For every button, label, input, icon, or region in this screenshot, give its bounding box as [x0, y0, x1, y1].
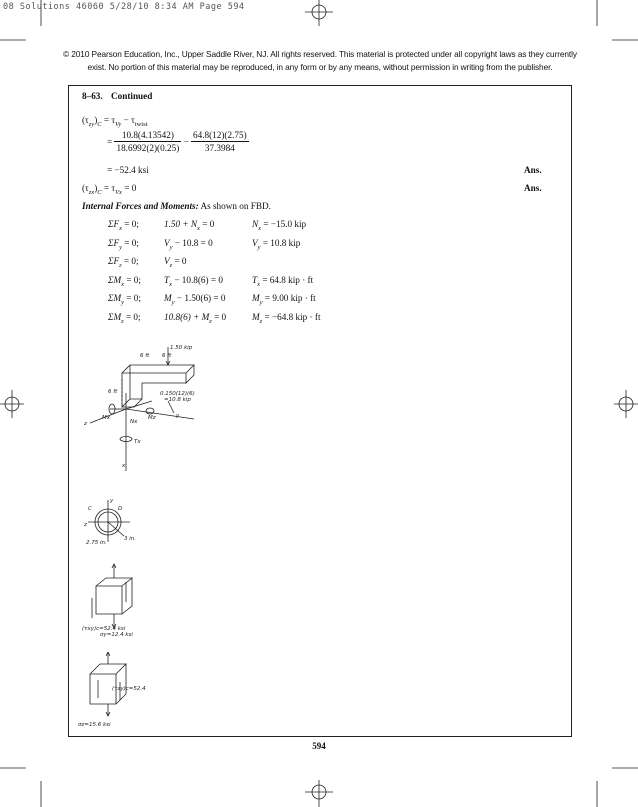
shear-rhs1: = τ: [101, 115, 116, 125]
fbd-label-load: 1.50 kip: [170, 345, 193, 351]
copyright-notice: © 2010 Pearson Education, Inc., Upper Saddle River, NJ. All rights reserved. This material is protected under all copyright laws as they currently exist. No portion of this material may be reproduced, in any form or by any means, without permission in writing from the publisher.: [63, 49, 577, 72]
equation-eq-tail: = 0;: [121, 219, 139, 229]
equation-expr-sub: x: [197, 224, 200, 232]
shear2-lhs-sub: zx: [88, 188, 95, 196]
equation-row-3-expr: [164, 256, 187, 269]
print-slug: 08 Solutions 46060 5/28/10 8:34 AM Page 594: [3, 2, 245, 12]
shear-rhs1-sub: Vy: [115, 120, 122, 128]
equation-res-tail: = −15.0 kip: [261, 219, 307, 229]
shear-rhs2-sub: twist: [134, 120, 148, 128]
equation-row-6-res: [252, 312, 321, 325]
internal-forces-heading: [82, 201, 271, 211]
equation-expr-tail: = 0: [211, 312, 227, 322]
shear-lhs: (τ: [82, 115, 89, 125]
section-label-c: C: [88, 506, 92, 512]
stress-element-2: [78, 652, 158, 732]
equation-res-tail: = 9.00 kip · ft: [262, 293, 316, 304]
fraction-eq-sign: =: [107, 136, 113, 147]
shear2-rhs: = τ: [101, 183, 116, 193]
equation-row-2-res: [252, 238, 300, 251]
equation-eq-tail: = 0;: [121, 256, 139, 267]
shear2-tail: = 0: [121, 183, 137, 193]
section-label-outer: 3 in.: [124, 536, 137, 542]
equation-row-4-eq: [108, 275, 141, 288]
shear-result: = −52.4 ksi: [107, 165, 149, 175]
shear-lhs-point: C: [97, 120, 102, 128]
equation-row-4-res: [252, 275, 313, 288]
shear-equation-line1: [82, 115, 147, 128]
section-label-y: y: [110, 498, 114, 504]
equation-row-4-expr: [164, 275, 223, 288]
fraction-1: [114, 130, 181, 153]
equation-expr-sub: z: [209, 317, 212, 325]
shear2-lhs-close: ): [94, 183, 98, 193]
equation-res-sub: x: [257, 280, 261, 288]
section-label-d: D: [118, 506, 123, 512]
equation-expr-tail: − 10.8(6) = 0: [172, 274, 223, 285]
equation-eq-sub: y: [119, 243, 122, 251]
equation-row-1-res: [252, 219, 306, 232]
equation-expr-sub: y: [169, 243, 173, 251]
equation-eq-tail: = 0;: [123, 312, 141, 322]
equation-eq-sub: y: [121, 299, 125, 307]
equation-res-sub: z: [259, 317, 263, 325]
fraction-minus: −: [183, 136, 189, 147]
equation-res-main: V: [252, 237, 258, 248]
problem-heading: Continued: [111, 91, 153, 101]
shear-rhs2: − τ: [121, 115, 135, 125]
fraction-2: [191, 130, 249, 153]
shear2-rhs-sub: Vx: [115, 188, 122, 196]
equation-expr-tail: = 0: [199, 219, 215, 229]
fbd-label-x: x: [122, 463, 126, 469]
fbd-label-6ft-b: 6 ft: [162, 353, 172, 359]
equation-eq-sub: x: [121, 280, 125, 288]
equation-expr-main: 10.8(6) + M: [164, 312, 210, 322]
element2-label-tau: (τzy)c=52.4: [112, 686, 146, 692]
fbd-label-y: y: [176, 413, 180, 419]
fbd-label-6ft-c: 6 ft: [108, 389, 118, 395]
equation-eq-sub: z: [119, 262, 122, 270]
equation-res-main: M: [252, 293, 260, 304]
equation-row-6-expr: [164, 312, 226, 325]
equation-res-main: N: [252, 219, 259, 229]
equation-row-2-eq: [108, 238, 139, 251]
equation-eq-sub: x: [119, 224, 122, 232]
shear-fraction-line: [107, 130, 249, 153]
shear2-lhs: (τ: [82, 183, 89, 193]
equation-expr-main: 1.50 + N: [164, 219, 197, 229]
internal-heading-text: Internal Forces and Moments:: [82, 201, 199, 211]
page-number: 594: [312, 741, 326, 751]
equation-row-6-eq: [108, 312, 141, 325]
shear-lhs-sub: zy: [88, 120, 95, 128]
equation-res-main: T: [252, 274, 258, 285]
equation-res-tail: = 10.8 kip: [260, 237, 301, 248]
fbd-label-distributed: 0.150(12)(6): [160, 391, 195, 397]
fbd-label-mx: Mx: [102, 415, 111, 421]
fbd-label-6ft-a: 6 ft: [140, 353, 150, 359]
equation-row-2-expr: [164, 238, 213, 251]
cross-section-sketch: [84, 496, 144, 551]
equation-expr-sub: x: [169, 280, 173, 288]
answer-label-2: Ans.: [524, 183, 542, 193]
equation-expr-main: M: [164, 293, 172, 304]
equation-expr-tail: − 10.8 = 0: [172, 237, 213, 248]
equation-eq-main: ΣM: [108, 274, 122, 285]
fraction-2-denominator: 37.3984: [204, 143, 235, 153]
equation-row-5-eq: [108, 293, 141, 306]
section-label-inner: 2.75 in.: [86, 540, 107, 546]
fbd-label-tx: Tx: [134, 439, 141, 445]
section-label-z: z: [84, 522, 87, 528]
equation-eq-main: ΣF: [108, 219, 120, 229]
answer-label-1: Ans.: [524, 165, 542, 175]
fbd-label-mz: Mz: [148, 415, 156, 421]
equation-eq-main: ΣF: [108, 256, 120, 267]
equation-expr-main: V: [164, 256, 170, 267]
element1-label-sigma: σy=12.4 ksi: [100, 632, 133, 637]
equation-expr-main: T: [164, 274, 170, 285]
shear-equation-line4: [82, 183, 136, 196]
equation-eq-tail: = 0;: [124, 293, 141, 304]
fbd-label-distributed-b: =10.8 kip: [164, 397, 191, 403]
equation-res-main: M: [252, 312, 260, 322]
equation-expr-sub: y: [171, 299, 175, 307]
equation-res-sub: y: [257, 243, 261, 251]
equation-eq-main: ΣM: [108, 293, 122, 304]
equation-expr-sub: z: [169, 262, 173, 270]
equation-res-tail: = −64.8 kip · ft: [262, 312, 321, 322]
fbd-label-z: z: [84, 421, 87, 427]
fraction-1-denominator: 18.6992(2)(0.25): [116, 143, 180, 153]
fraction-2-numerator: 64.8(12)(2.75): [193, 130, 247, 140]
equation-expr-main: V: [164, 237, 170, 248]
equation-expr-tail: = 0: [172, 256, 187, 267]
equation-res-sub: x: [258, 224, 262, 232]
internal-heading-note: As shown on FBD.: [198, 201, 271, 211]
fbd-label-nx: Nx: [130, 419, 138, 425]
element1-label-tau: (τxy)c=52.4 ksi: [82, 626, 126, 632]
shear2-lhs-point: C: [97, 188, 102, 196]
problem-number: 8–63.: [82, 91, 103, 101]
equation-eq-tail: = 0;: [124, 274, 141, 285]
equation-eq-tail: = 0;: [121, 237, 139, 248]
equation-row-1-eq: [108, 219, 139, 232]
element2-label-sigma: σz=15.6 ksi: [78, 722, 111, 728]
stress-element-1: [82, 562, 162, 637]
equation-eq-main: ΣM: [108, 312, 122, 322]
equation-expr-tail: − 1.50(6) = 0: [174, 293, 226, 304]
equation-row-3-eq: [108, 256, 139, 269]
equation-row-5-res: [252, 293, 316, 306]
fraction-1-numerator: 10.8(4.13542): [114, 130, 181, 142]
equation-row-1-expr: [164, 219, 214, 232]
equation-eq-main: ΣF: [108, 237, 120, 248]
equation-row-5-expr: [164, 293, 225, 306]
shear-lhs-close: ): [94, 115, 98, 125]
equation-res-sub: y: [259, 299, 263, 307]
equation-res-tail: = 64.8 kip · ft: [260, 274, 314, 285]
equation-eq-sub: z: [121, 317, 124, 325]
fbd-sketch: [82, 343, 202, 473]
